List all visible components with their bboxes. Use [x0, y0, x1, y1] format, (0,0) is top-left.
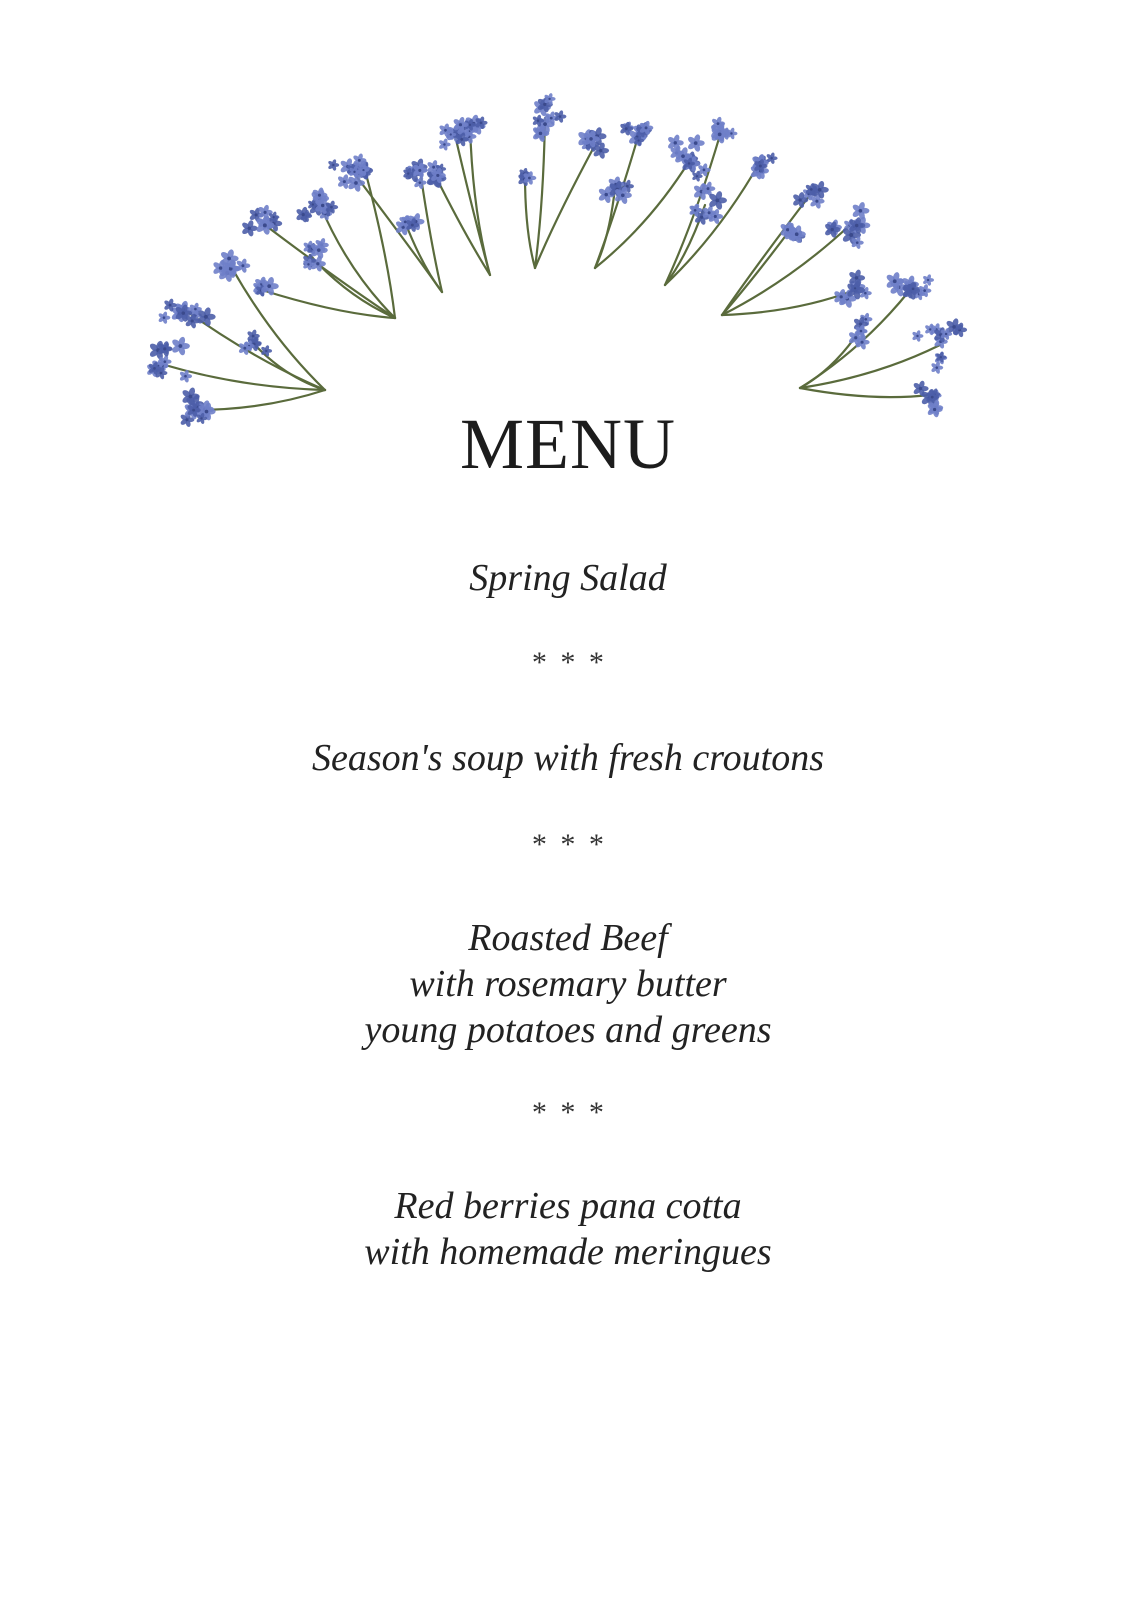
flower-icon [687, 134, 705, 153]
stem [405, 222, 442, 292]
stem [595, 160, 690, 268]
stem [435, 175, 490, 275]
separator: * * * [530, 828, 606, 861]
stem [420, 170, 442, 292]
flower-icon [295, 206, 311, 223]
stem [800, 345, 940, 388]
flower-icon [924, 323, 936, 336]
flower-icon [912, 330, 924, 343]
course-dessert-line-2: with homemade meringues [364, 1231, 772, 1273]
stem [195, 390, 325, 410]
course-starter: Spring Salad [469, 557, 667, 599]
flower-icon [922, 274, 934, 286]
flower-icon [667, 134, 684, 152]
flower-icon [158, 311, 171, 324]
course-main-line-3: young potatoes and greens [364, 1009, 772, 1051]
flower-clusters [146, 93, 967, 428]
stem [800, 388, 930, 397]
flower-arch-icon [0, 0, 1136, 470]
stem [525, 175, 535, 268]
stem [722, 195, 810, 315]
course-dessert-line-1: Red berries pana cotta [394, 1185, 742, 1227]
stem [320, 205, 395, 318]
separator: * * * [530, 1096, 606, 1129]
stems [165, 118, 940, 410]
stem [470, 125, 490, 275]
course-main-line-2: with rosemary butter [409, 963, 727, 1005]
flower-icon [851, 201, 869, 220]
course-dessert [0, 1183, 1136, 1275]
course-soup: Season's soup with fresh croutons [312, 737, 824, 779]
menu-title: MENU [460, 404, 676, 484]
flower-icon [171, 336, 190, 356]
course-main [0, 915, 1136, 1053]
flower-icon [327, 159, 339, 171]
course-main-line-1: Roasted Beef [468, 917, 668, 959]
stem [665, 162, 760, 285]
separator: * * * [530, 646, 606, 679]
stem [595, 188, 615, 268]
stem [350, 168, 442, 292]
stem [265, 225, 395, 318]
flower-icon [241, 219, 258, 237]
